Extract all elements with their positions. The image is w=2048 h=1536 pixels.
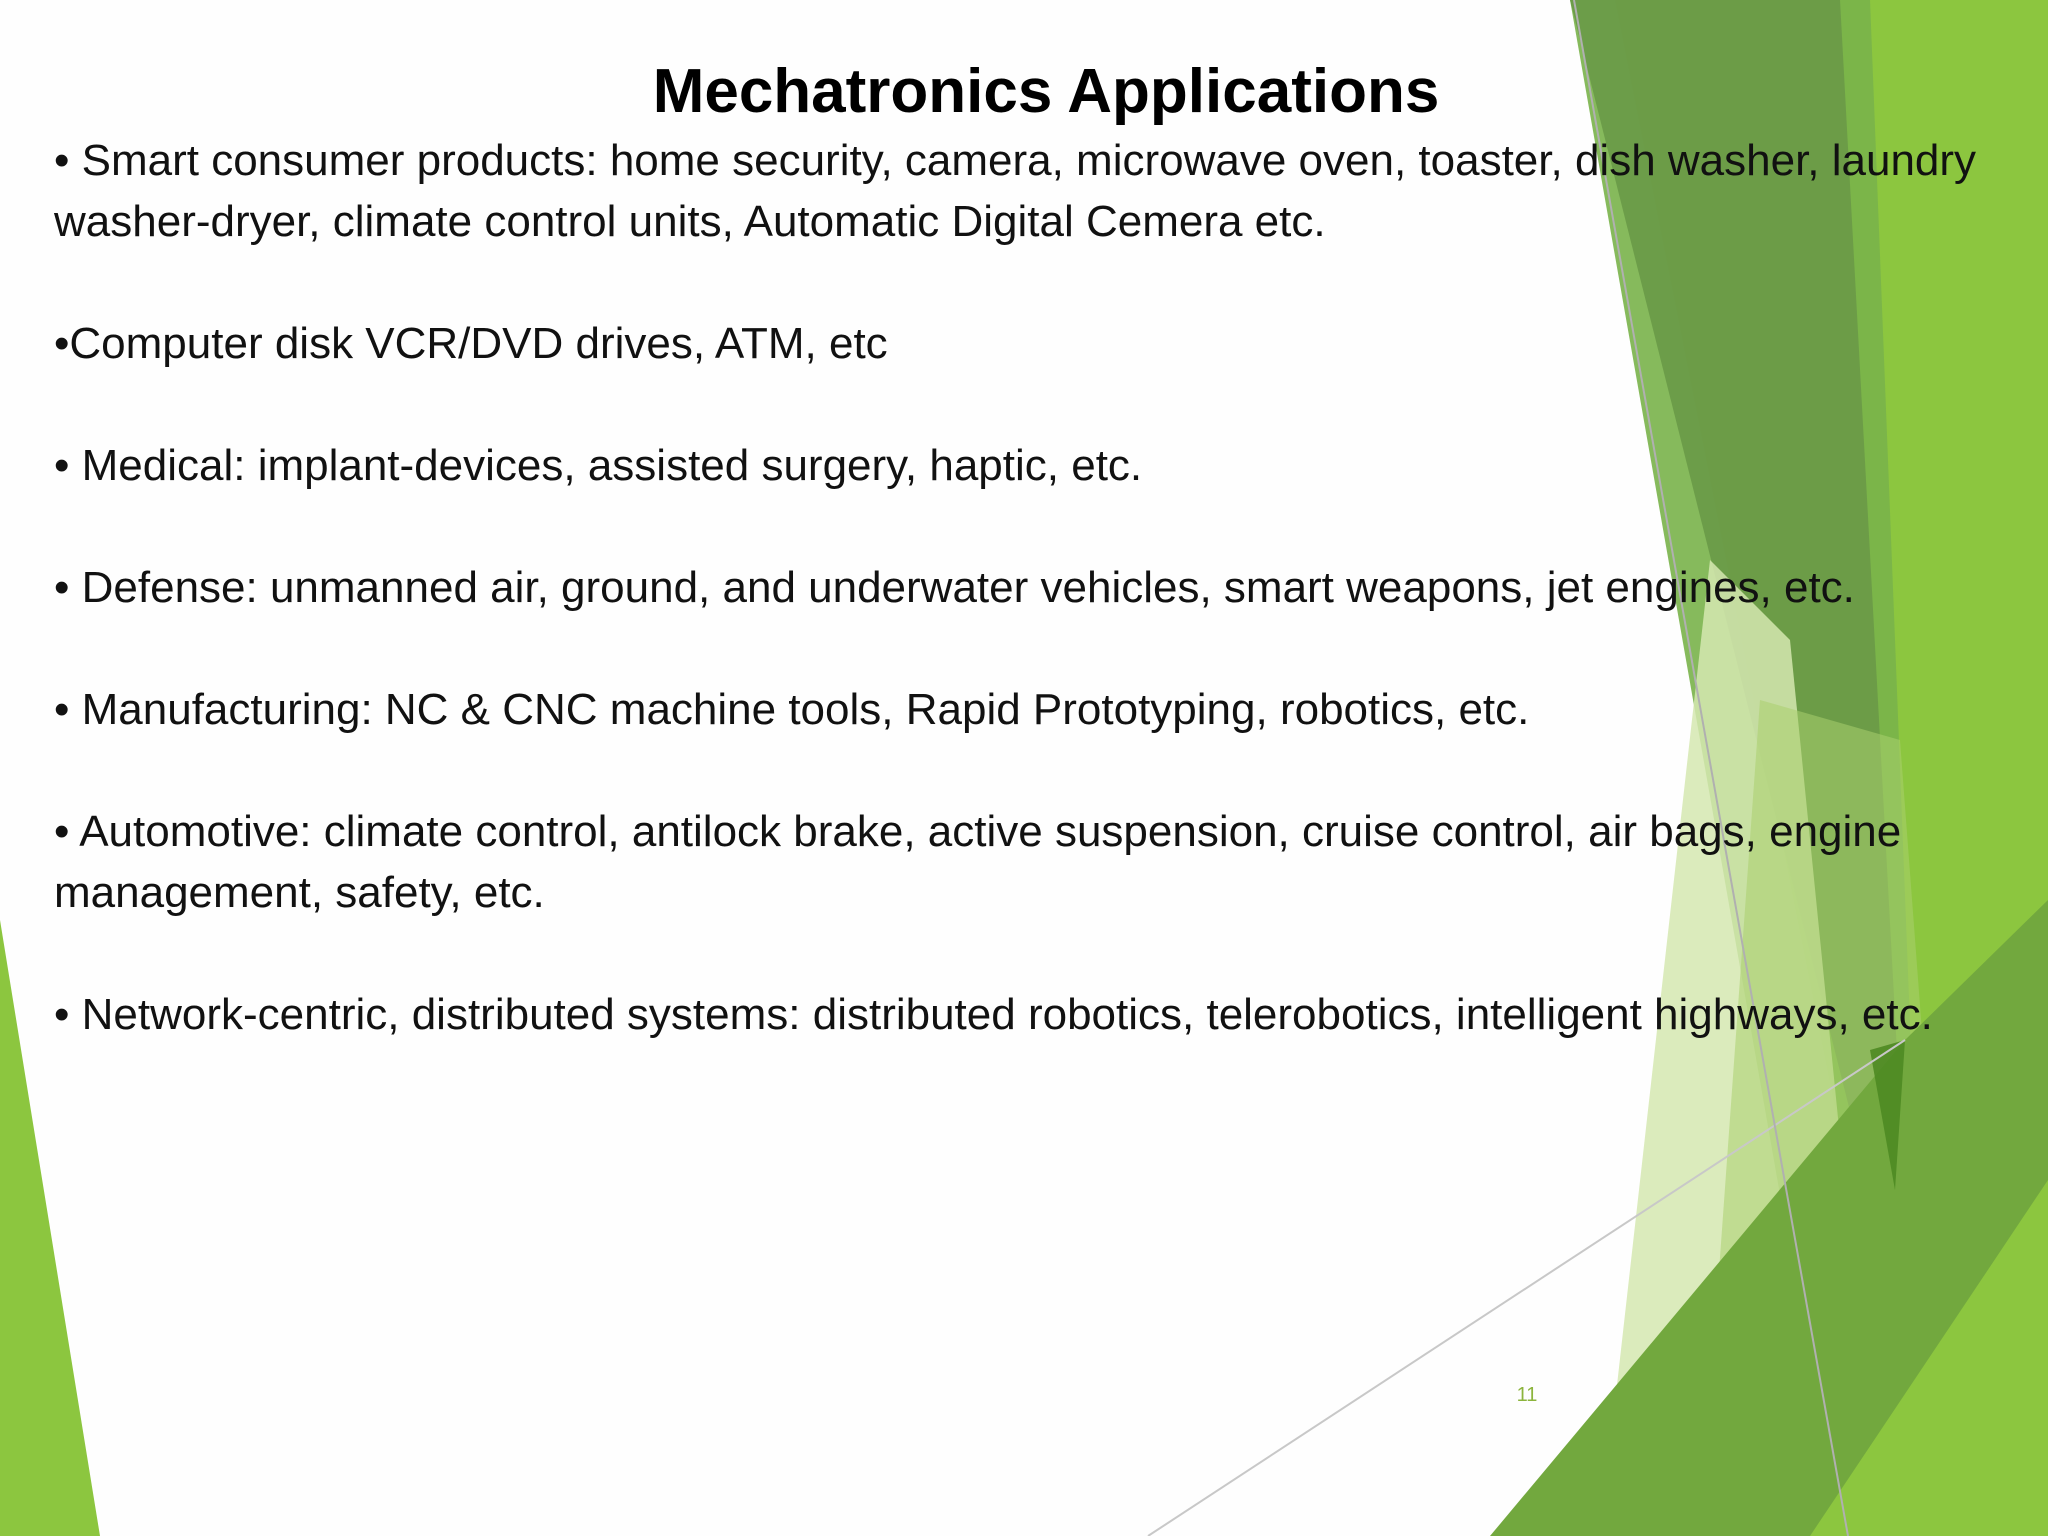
bullet-item-manufacturing: • Manufacturing: NC & CNC machine tools, Rapid Prototyping, robotics, etc.: [54, 685, 1530, 734]
bullet-list: [54, 130, 2029, 1106]
bullet-item-computer-disk: •Computer disk VCR/DVD drives, ATM, etc: [54, 319, 888, 368]
bullet-item-consumer-products: • Smart consumer products: home security, camera, microwave oven, toaster, dish washer, laundry washer-dryer, climate control units, Automatic Digital Cemera etc.: [54, 136, 1977, 246]
page-number: 11: [1516, 1384, 1538, 1406]
bullet-item-defense: • Defense: unmanned air, ground, and underwater vehicles, smart weapons, jet engines, etc.: [54, 563, 1855, 612]
bullet-item-network-centric: • Network-centric, distributed systems: distributed robotics, telerobotics, intelligent highways, etc.: [54, 990, 1933, 1039]
slide-title: Mechatronics Applications: [652, 57, 1440, 126]
bullet-item-automotive: • Automotive: climate control, antilock brake, active suspension, cruise control, air bags, engine management, safety, etc.: [54, 807, 1902, 917]
bullet-item-medical: • Medical: implant-devices, assisted surgery, haptic, etc.: [54, 441, 1143, 490]
